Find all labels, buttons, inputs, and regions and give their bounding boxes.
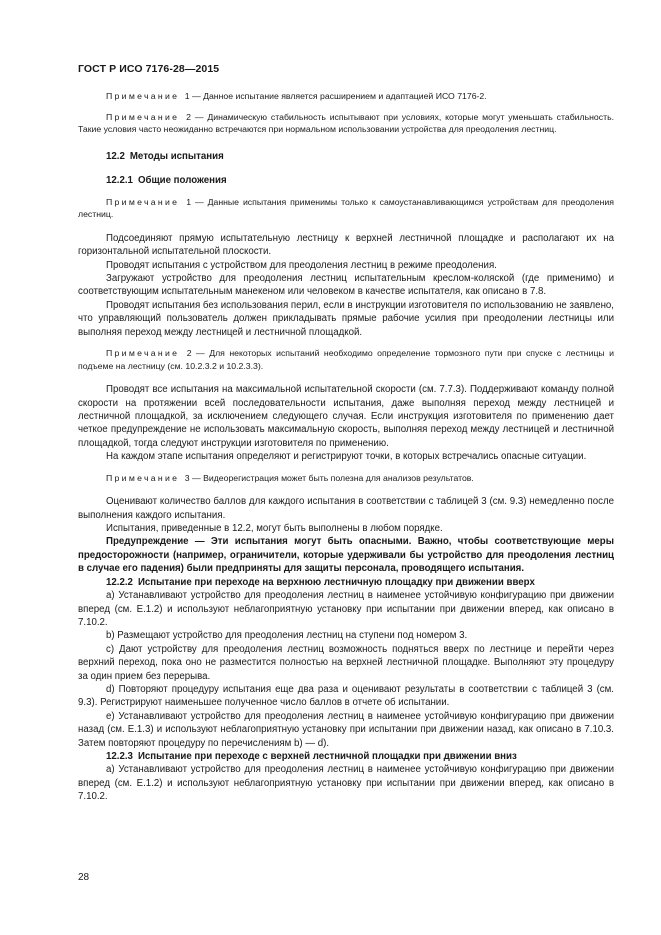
paragraph: Проводят испытания без использования перил, если в инструкции изготовителя по использованию не заявлено, что управляющий пользователь должен прикладывать прямые рабочие усилия при преодолении лестницы или выполняя переход между лестницей и лестничной площадкой.	[78, 299, 614, 338]
section-heading-12-2: 12.2 Методы испытания	[106, 150, 224, 162]
page-number: 28	[78, 872, 90, 883]
paragraph: Загружают устройство для преодоления лестниц испытательным креслом-коляской (где применимо) и соответствующим испытательным манекеном или человеком в качестве испытателя, как описано в 7.8.	[78, 273, 614, 298]
paragraph: Проводят все испытания на максимальной испытательной скорости (см. 7.7.3). Поддерживают команду полной скорости на протяжении всей последовательности испытания, даже выполняя переход между лестницей и лестничной площадкой, за исключением следующего случая. Если инструкция изготовителя по применению дает четкое предупреждение не использовать максимальную скорость, выполняя переход между лестницей и лестничной площадкой, тогда следуют инструкции изготовителя по применению.	[78, 384, 614, 449]
note-text: Данные испытания применимы только к самоустанавливающимся устройствам для преодоления лестниц.	[78, 196, 614, 220]
note-number: 1 —	[184, 91, 201, 101]
page-content	[78, 90, 614, 804]
note-number: 2 —	[186, 348, 205, 359]
paragraph: Оценивают количество баллов для каждого испытания в соответствии с таблицей 3 (см. 9.3) немедленно после выполнения каждого испытания.	[78, 496, 614, 521]
paragraph: Испытания, приведенные в 12.2, могут быть выполнены в любом порядке.	[106, 523, 443, 535]
section-heading-12-2-3: 12.2.3 Испытание при переходе с верхней лестничной площадки при движении вниз	[106, 750, 517, 762]
list-item: е) Устанавливают устройство для преодоления лестниц в наименее устойчивую конфигурацию при движении назад (см. Е.1.3) и используют неблагоприятную установку при испытании при движении назад, как описано в 7.10.3. Затем повторяют процедуру по перечислениям b) — d).	[78, 710, 614, 749]
section-heading-12-2-2: 12.2.2 Испытание при переходе на верхнюю лестничную площадку при движении вверх	[106, 576, 535, 588]
note-text: Динамическую стабильность испытывают при условиях, которые могут уменьшать стабильность. Такие условия часто неожиданно встречаются при нормальном использовании устройства для преодоления лестниц.	[78, 111, 615, 135]
section-heading-12-2-1: 12.2.1 Общие положения	[106, 175, 227, 187]
note-2	[78, 111, 614, 136]
note-number: 1 —	[186, 196, 204, 207]
note-2-general	[78, 347, 614, 372]
list-item: d) Повторяют процедуру испытания еще два раза и оценивают результаты в соответствии с таблицей 3 (см. 9.3). Регистрируют наименьшее полученное число баллов в отчете об испытании.	[78, 683, 614, 709]
paragraph: На каждом этапе испытания определяют и регистрируют точки, в которых встречались опасные ситуации.	[106, 451, 587, 463]
document-header: ГОСТ Р ИСО 7176-28—2015	[78, 63, 220, 75]
note-1-general	[78, 196, 614, 221]
note-number: 3 —	[184, 472, 201, 483]
note-label: Примечание	[106, 111, 180, 122]
paragraph: Проводят испытания с устройством для преодоления лестниц в режиме преодоления.	[106, 259, 497, 271]
note-text: Видеорегистрация может быть полезна для анализов результатов.	[203, 472, 474, 483]
list-item: с) Дают устройству для преодоления лестниц возможность подняться вверх по лестнице и перейти через верхний переход, пока оно не разместится полностью на верхней лестничной площадке. Выполняют эту процедуру за один прием без перерыва.	[78, 643, 614, 682]
note-text: Для некоторых испытаний необходимо определение тормозного пути при спуске с лестницы и подъеме на лестницу (см. 10.2.3.2 и 10.2.3.3).	[78, 348, 614, 371]
note-label: Примечание	[106, 348, 180, 359]
list-item: b) Размещают устройство для преодоления лестниц на ступени под номером 3.	[106, 630, 468, 642]
note-label: Примечание	[106, 472, 180, 483]
warning-paragraph: Предупреждение — Эти испытания могут быть опасными. Важно, чтобы соответствующие меры предосторожности (например, ограничители, которые удерживали бы устройство для преодоления лестниц в случае его падения) были предприняты для защиты персонала, проводящего испытания.	[78, 536, 614, 575]
list-item: а) Устанавливают устройство для преодоления лестниц в наименее устойчивую конфигурацию при движении вперед (см. Е.1.2) и используют неблагоприятную установку при испытании при движении вперед, как описано в 7.10.2.	[78, 590, 614, 628]
note-1	[78, 90, 614, 103]
paragraph: Подсоединяют прямую испытательную лестницу к верхней лестничной площадке и располагают их на горизонтальной испытательной плоскости.	[78, 232, 614, 258]
note-number: 2 —	[186, 111, 204, 122]
note-label: Примечание	[106, 196, 180, 207]
note-3-general	[78, 472, 614, 485]
list-item: а) Устанавливают устройство для преодоления лестниц в наименее устойчивую конфигурацию при движении вперед (см. Е.1.2) и используют неблагоприятную установку при испытании при движении вперед, как описано в 7.10.2.	[78, 764, 614, 803]
note-text: Данное испытание является расширением и адаптацией ИСО 7176-2.	[203, 91, 487, 101]
note-label: Примечание	[106, 91, 180, 101]
